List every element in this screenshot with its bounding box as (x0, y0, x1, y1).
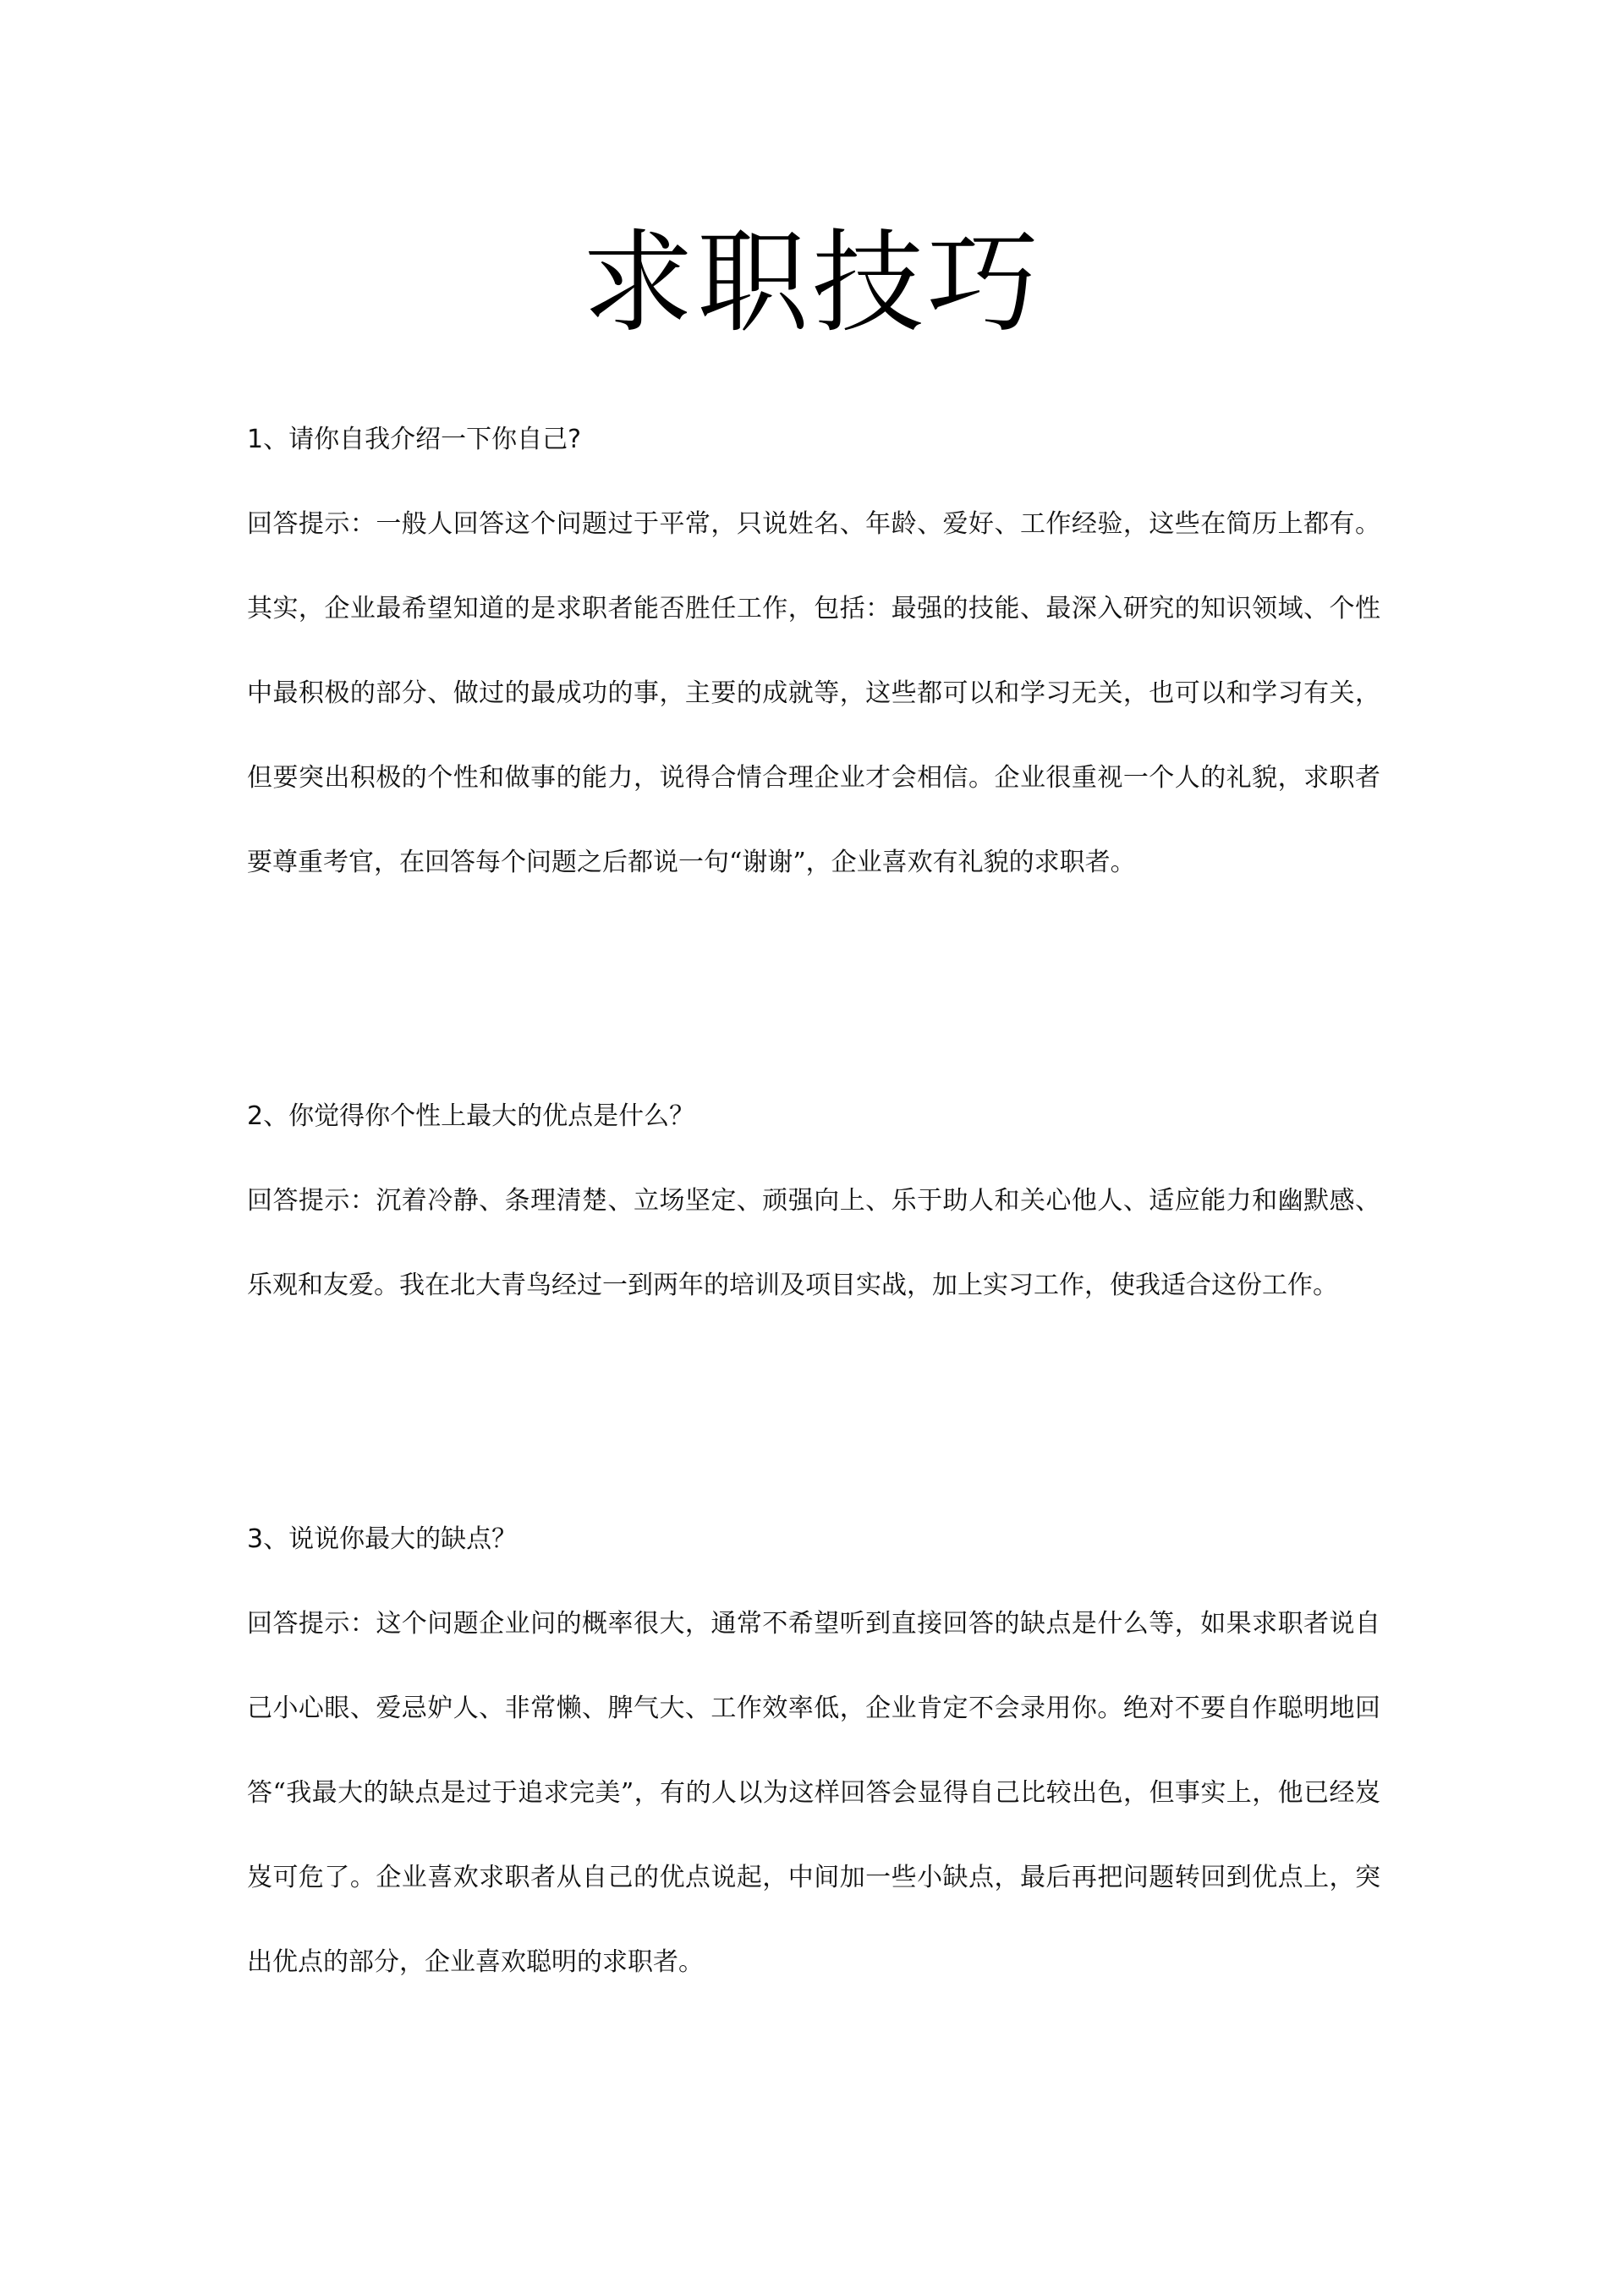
question-3: 3、说说你最大的缺点？ (247, 1524, 518, 1554)
qa-section-3 (247, 1497, 1380, 2005)
question-1: 1、请你自我介绍一下你自己? (247, 425, 582, 454)
document-body (247, 398, 1380, 2005)
section-spacer (247, 1328, 1380, 1497)
qa-section-1 (247, 398, 1380, 905)
document-title: 求职技巧 (582, 218, 1042, 349)
answer-2: 回答提示：沉着冷静、条理清楚、立场坚定、顽强向上、乐于助人和关心他人、适应能力和幽默感、乐观和友爱。我在北大青鸟经过一到两年的培训及项目实战，加上实习工作，使我适合这份工作。 (247, 1186, 1380, 1300)
answer-3: 回答提示：这个问题企业问的概率很大，通常不希望听到直接回答的缺点是什么等，如果求职者说自己小心眼、爱忌妒人、非常懒、脾气大、工作效率低，企业肯定不会录用你。绝对不要自作聪明地回答“我最大的缺点是过于追求完美”，有的人以为这样回答会显得自己比较出色，但事实上，他已经岌岌可危了。企业喜欢求职者从自己的优点说起，中间加一些小缺点，最后再把问题转回到优点上，突出优点的部分，企业喜欢聪明的求职者。 (247, 1609, 1380, 1977)
question-2: 2、你觉得你个性上最大的优点是什么？ (247, 1101, 695, 1131)
qa-section-2 (247, 1074, 1380, 1328)
answer-1: 回答提示：一般人回答这个问题过于平常，只说姓名、年龄、爱好、工作经验，这些在简历上都有。其实，企业最希望知道的是求职者能否胜任工作，包括：最强的技能、最深入研究的知识领域、个性中最积极的部分、做过的最成功的事，主要的成就等，这些都可以和学习无关，也可以和学习有关，但要突出积极的个性和做事的能力，说得合情合理企业才会相信。企业很重视一个人的礼貌，求职者要尊重考官，在回答每个问题之后都说一句“谢谢”，企业喜欢有礼貌的求职者。 (247, 509, 1380, 877)
section-spacer (247, 905, 1380, 1074)
